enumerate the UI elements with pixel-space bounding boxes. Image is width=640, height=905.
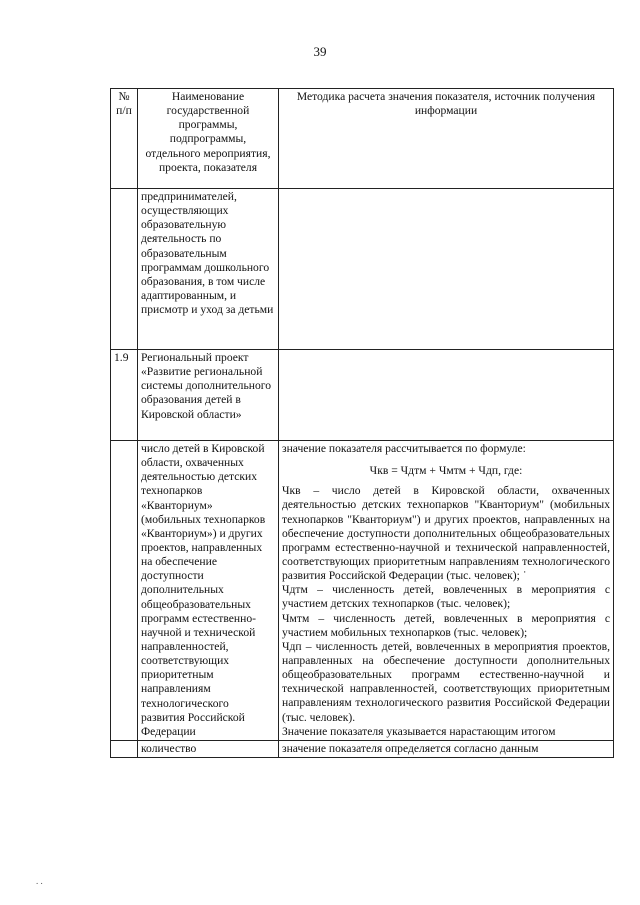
row-method <box>279 441 614 741</box>
row-number <box>111 740 138 757</box>
row-number <box>111 189 138 350</box>
method-definition-chdp: Чдп – численность детей, вовлеченных в мероприятия проектов, направленных на обеспечение доступности дополнительных общеобразовательных программ естественно-научной и технической направленностей, соответствующих приоритетным направлениям технологического развития Российской Федерации (тыс. человек). <box>282 639 610 724</box>
table-header-row <box>111 89 614 189</box>
page-number: 39 <box>313 44 327 59</box>
table-row <box>111 441 614 741</box>
row-name: предпринимателей, осуществляющих образовательную деятельность по образовательным программам дошкольного образования, в том числе адаптированным, и присмотр и уход за детьми <box>138 189 279 350</box>
row-name: число детей в Кировской области, охваченных деятельностью детских технопарков «Кванториум» (мобильных технопарков «Кванториум») и других проектов, направленных на обеспечение доступности дополнительных общеобразовательных программ естественно-научной и технической направленностей, соответствующих приоритетным направлениям технологического развития Российской Федерации <box>138 441 279 741</box>
header-number: № п/п <box>111 89 138 189</box>
method-note: Значение показателя указывается нарастающим итогом <box>282 724 556 738</box>
row-method <box>279 350 614 441</box>
method-definition-chkv: Чкв – число детей в Кировской области, охваченных деятельностью детских технопарков "Кванториум" (мобильных технопарков "Кванториум") и других проектов, направленных на обеспечение доступности дополнительных общеобразовательных программ естественно-научной и технической направленностей, соответствующих приоритетным направлениям технологического развития Российской Федерации (тыс. человек); ˙ <box>282 484 610 583</box>
method-definition-chdtm: Чдтм – численность детей, вовлеченных в мероприятия с участием детских технопарков (тыс. человек); <box>282 583 610 611</box>
table-row <box>111 189 614 350</box>
header-method: Методика расчета значения показателя, источник получения информации <box>279 89 614 189</box>
row-name: количество <box>138 740 279 757</box>
row-method: значение показателя определяется согласно данным <box>279 740 614 757</box>
table-row <box>111 740 614 757</box>
table-row <box>111 350 614 441</box>
method-intro: значение показателя рассчитывается по формуле: <box>282 442 526 455</box>
row-number <box>111 441 138 741</box>
row-name: Региональный проект «Развитие региональной системы дополнительного образования детей в Кировской области» <box>138 350 279 441</box>
row-number: 1.9 <box>111 350 138 441</box>
method-definition-chmtm: Чмтм – численность детей, вовлеченных в мероприятия с участием мобильных технопарков (тыс. человек); <box>282 611 610 639</box>
header-name: Наименование государственной программы, подпрограммы, отдельного мероприятия, проекта, показателя <box>138 89 279 189</box>
method-formula: Чкв = Чдтм + Чмтм + Чдп, где: <box>369 464 523 478</box>
row-method <box>279 189 614 350</box>
indicator-table <box>110 88 614 758</box>
margin-specks: . . <box>36 876 43 886</box>
